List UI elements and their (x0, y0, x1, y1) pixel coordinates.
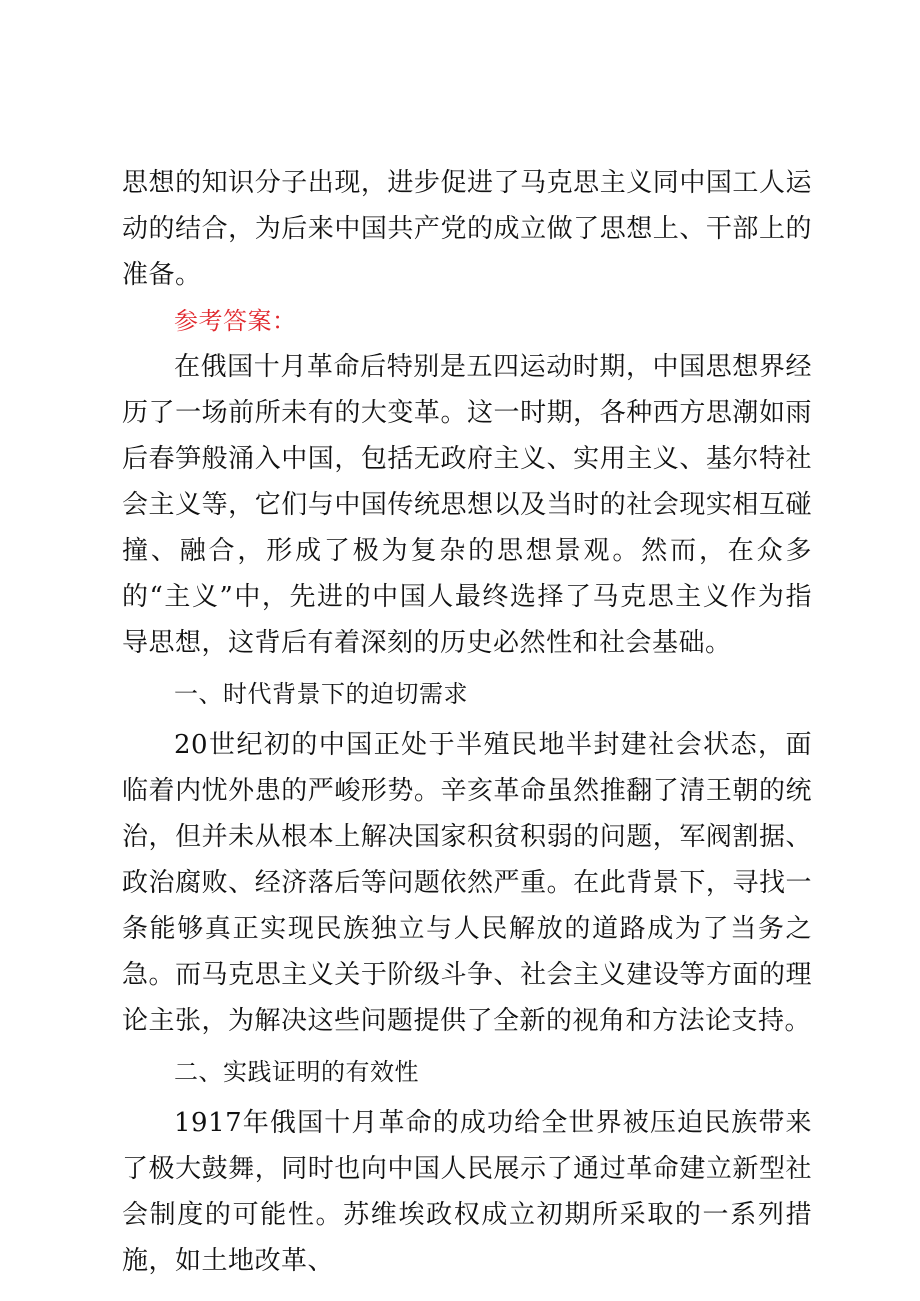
document-page (122, 160, 812, 1284)
answer-paragraph: 在俄国十月革命后特别是五四运动时期，中国思想界经历了一场前所未有的大变革。这一时期，各种西方思潮如雨后春笋般涌入中国，包括无政府主义、实用主义、基尔特社会主义等，它们与中国传统思想以及当时的社会现实相互碰撞、融合，形成了极为复杂的思想景观。然而，在众多的“主义”中，先进的中国人最终选择了马克思主义作为指导思想，这背后有着深刻的历史必然性和社会基础。 (122, 352, 812, 658)
section1-heading: 一、时代背景下的迫切需求 (174, 680, 468, 708)
section2-heading: 二、实践证明的有效性 (174, 1058, 419, 1086)
section1-paragraph: 20世纪初的中国正处于半殖民地半封建社会状态，面临着内忧外患的严峻形势。辛亥革命虽然推翻了清王朝的统治，但并未从根本上解决国家积贫积弱的问题，军阀割据、政治腐败、经济落后等问题依然严重。在此背景下，寻找一条能够真正实现民族独立与人民解放的道路成为了当务之急。而马克思主义关于阶级斗争、社会主义建设等方面的理论主张，为解决这些问题提供了全新的视角和方法论支持。 (122, 730, 812, 1036)
answer-label: 参考答案： (174, 307, 297, 335)
section2-paragraph: 1917年俄国十月革命的成功给全世界被压迫民族带来了极大鼓舞，同时也向中国人民展示了通过革命建立新型社会制度的可能性。苏维埃政权成立初期所采取的一系列措施，如土地改革、 (122, 1108, 812, 1276)
intro-paragraph: 思想的知识分子出现，进步促进了马克思主义同中国工人运动的结合，为后来中国共产党的成立做了思想上、干部上的准备。 (122, 168, 812, 290)
